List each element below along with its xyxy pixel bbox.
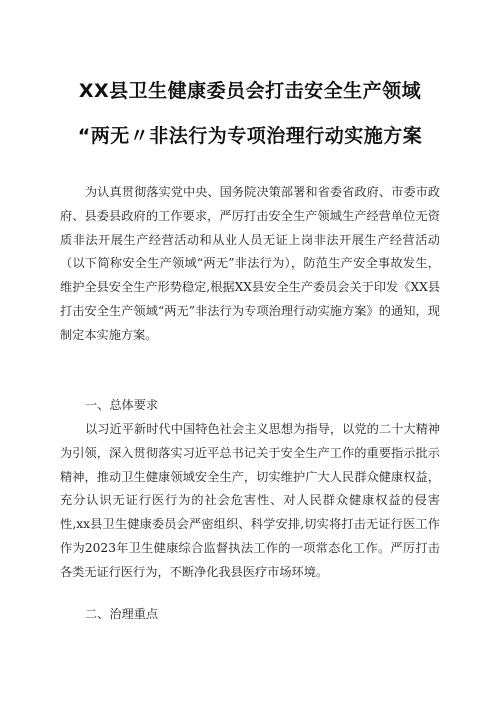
section-heading-governance-focus: 二、治理重点: [85, 607, 159, 621]
general-requirements-paragraph: 以习近平新时代中国特色社会主义思想为指导，以党的二十大精神为引领，深入贯彻落实习近平总书记关于安全生产工作的重要指示批示精神，推动卫生健康领域安全生产，切实维护广大人民群众健康权益，充分认识无证行医行为的社会危害性、对人民群众健康权益的侵害性,xx县卫生健康委员会严密组织、科学安排,切实将打击无证行医工作作为2023年卫生健康综合监督执法工作的一项常态化工作。严厉打击各类无证行医行为，不断净化我县医疗市场环境。: [60, 422, 440, 579]
document-title-line-1: XX县卫生健康委员会打击安全生产领域: [78, 80, 422, 102]
document-title-line-2: “两无〃非法行为专项治理行动实施方案: [77, 125, 423, 147]
section-heading-general-requirements: 一、总体要求: [85, 398, 159, 412]
intro-paragraph: 为认真贯彻落实党中央、国务院决策部署和省委省政府、市委市政府、县委县政府的工作要求，严厉打击安全生产领域生产经营单位无资质非法开展生产经营活动和从业人员无证上岗非法开展生产经营活动（以下简称安全生产领域“两无”非法行为），防范生产安全事故发生，维护全县安全生产形势稳定,根据XX县安全生产委员会关于印发《XX县打击安全生产领域“两无”非法行为专项治理行动实施方案》的通知，现制定本实施方案。: [60, 185, 440, 342]
